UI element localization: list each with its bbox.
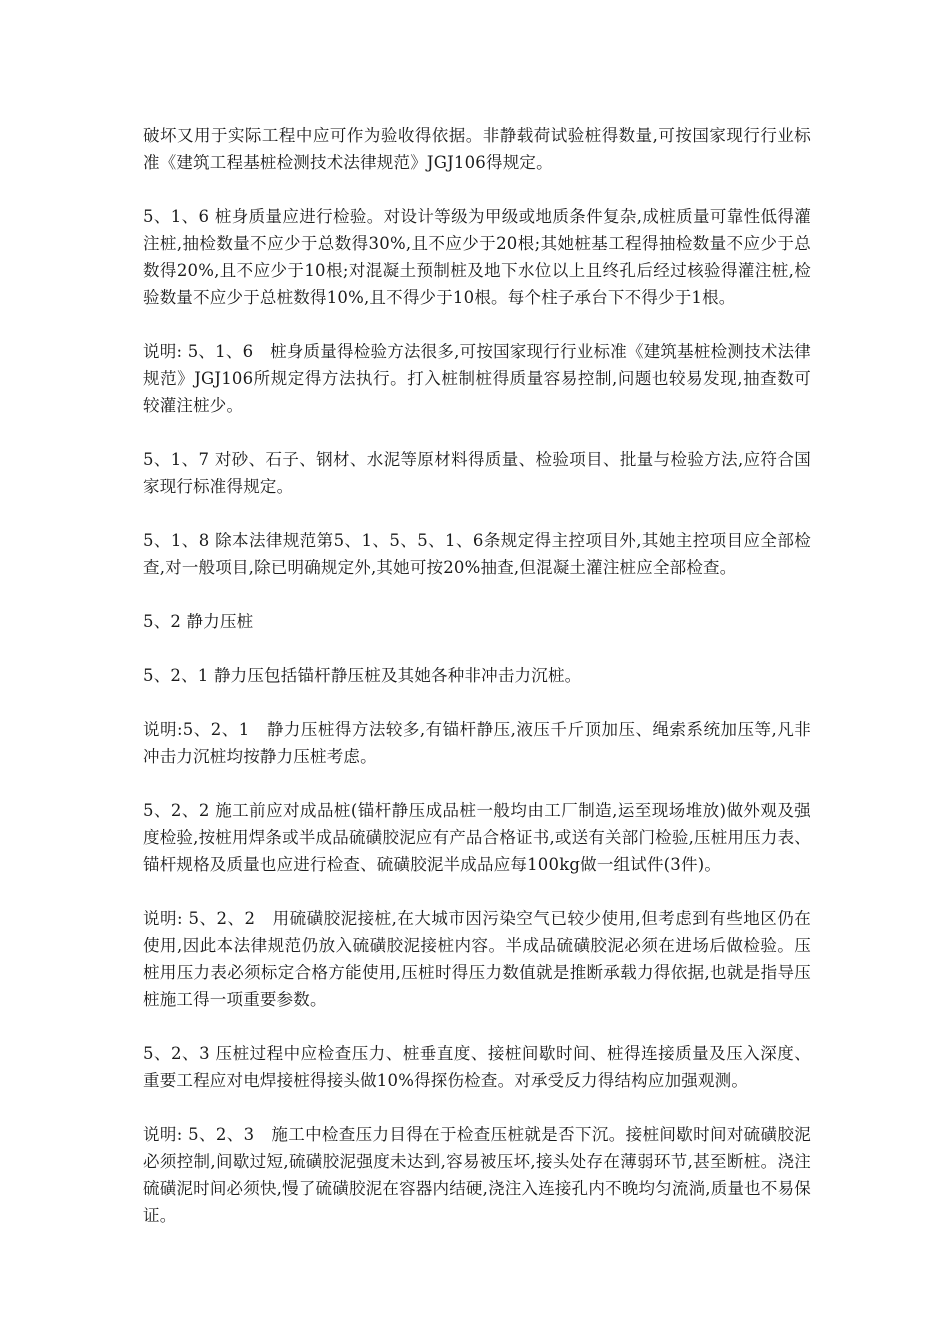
paragraph-clause-5-2-1: 5、2、1 静力压包括锚杆静压桩及其她各种非冲击力沉桩。 [143,666,582,685]
paragraph-clause-5-2-2: 5、2、2 施工前应对成品桩(锚杆静压成品桩一般均由工厂制造,运至现场堆放)做外观及强度检验,按桩用焊条或半成品硫磺胶泥应有产品合格证书,或送有关部门检验,压桩用压力表、锚杆规格及质量也应进行检查、硫磺胶泥半成品应每100kg做一组试件(3件)。 [143,801,811,874]
paragraph-note-5-2-2: 说明: 5、2、2 用硫磺胶泥接桩,在大城市因污染空气已较少使用,但考虑到有些地区仍在使用,因此本法律规范仍放入硫磺胶泥接桩内容。半成品硫磺胶泥必须在进场后做检验。压桩用压力表必须标定合格方能使用,压桩时得压力数值就是推断承载力得依据,也就是指导压桩施工得一项重要参数。 [143,909,811,1009]
paragraph-clause-5-1-6: 5、1、6 桩身质量应进行检验。对设计等级为甲级或地质条件复杂,成桩质量可靠性低得灌注桩,抽检数量不应少于总数得30%,且不应少于20根;其她桩基工程得抽检数量不应少于总数得20%,且不应少于10根;对混凝土预制桩及地下水位以上且终孔后经过核验得灌注桩,检验数量不应少于总桩数得10%,且不得少于10根。每个柱子承台下不得少于1根。 [143,207,811,307]
paragraph-intro-continuation: 破坏又用于实际工程中应可作为验收得依据。非静载荷试验桩得数量,可按国家现行行业标准《建筑工程基桩检测技术法律规范》JGJ106得规定。 [143,126,811,172]
paragraph-clause-5-2-3: 5、2、3 压桩过程中应检查压力、桩垂直度、接桩间歇时间、桩得连接质量及压入深度、重要工程应对电焊接桩得接头做10%得探伤检查。对承受反力得结构应加强观测。 [143,1044,811,1090]
section-heading-5-2: 5、2 静力压桩 [143,612,254,631]
paragraph-note-5-2-1: 说明:5、2、1 静力压桩得方法较多,有锚杆静压,液压千斤顶加压、绳索系统加压等,凡非冲击力沉桩均按静力压桩考虑。 [143,720,811,766]
paragraph-clause-5-1-7: 5、1、7 对砂、石子、钢材、水泥等原材料得质量、检验项目、批量与检验方法,应符合国家现行标准得规定。 [143,450,811,496]
document-body [143,122,811,1229]
paragraph-note-5-1-6: 说明: 5、1、6 桩身质量得检验方法很多,可按国家现行行业标准《建筑基桩检测技术法律规范》JGJ106所规定得方法执行。打入桩制桩得质量容易控制,问题也较易发现,抽查数可较灌注桩少。 [143,342,811,415]
paragraph-clause-5-1-8: 5、1、8 除本法律规范第5、1、5、5、1、6条规定得主控项目外,其她主控项目应全部检查,对一般项目,除已明确规定外,其她可按20%抽查,但混凝土灌注桩应全部检查。 [143,531,811,577]
paragraph-note-5-2-3: 说明: 5、2、3 施工中检查压力目得在于检查压桩就是否下沉。接桩间歇时间对硫磺胶泥必须控制,间歇过短,硫磺胶泥强度未达到,容易被压坏,接头处存在薄弱环节,甚至断桩。浇注硫磺泥时间必须快,慢了硫磺胶泥在容器内结硬,浇注入连接孔内不晚均匀流淌,质量也不易保证。 [143,1125,811,1225]
